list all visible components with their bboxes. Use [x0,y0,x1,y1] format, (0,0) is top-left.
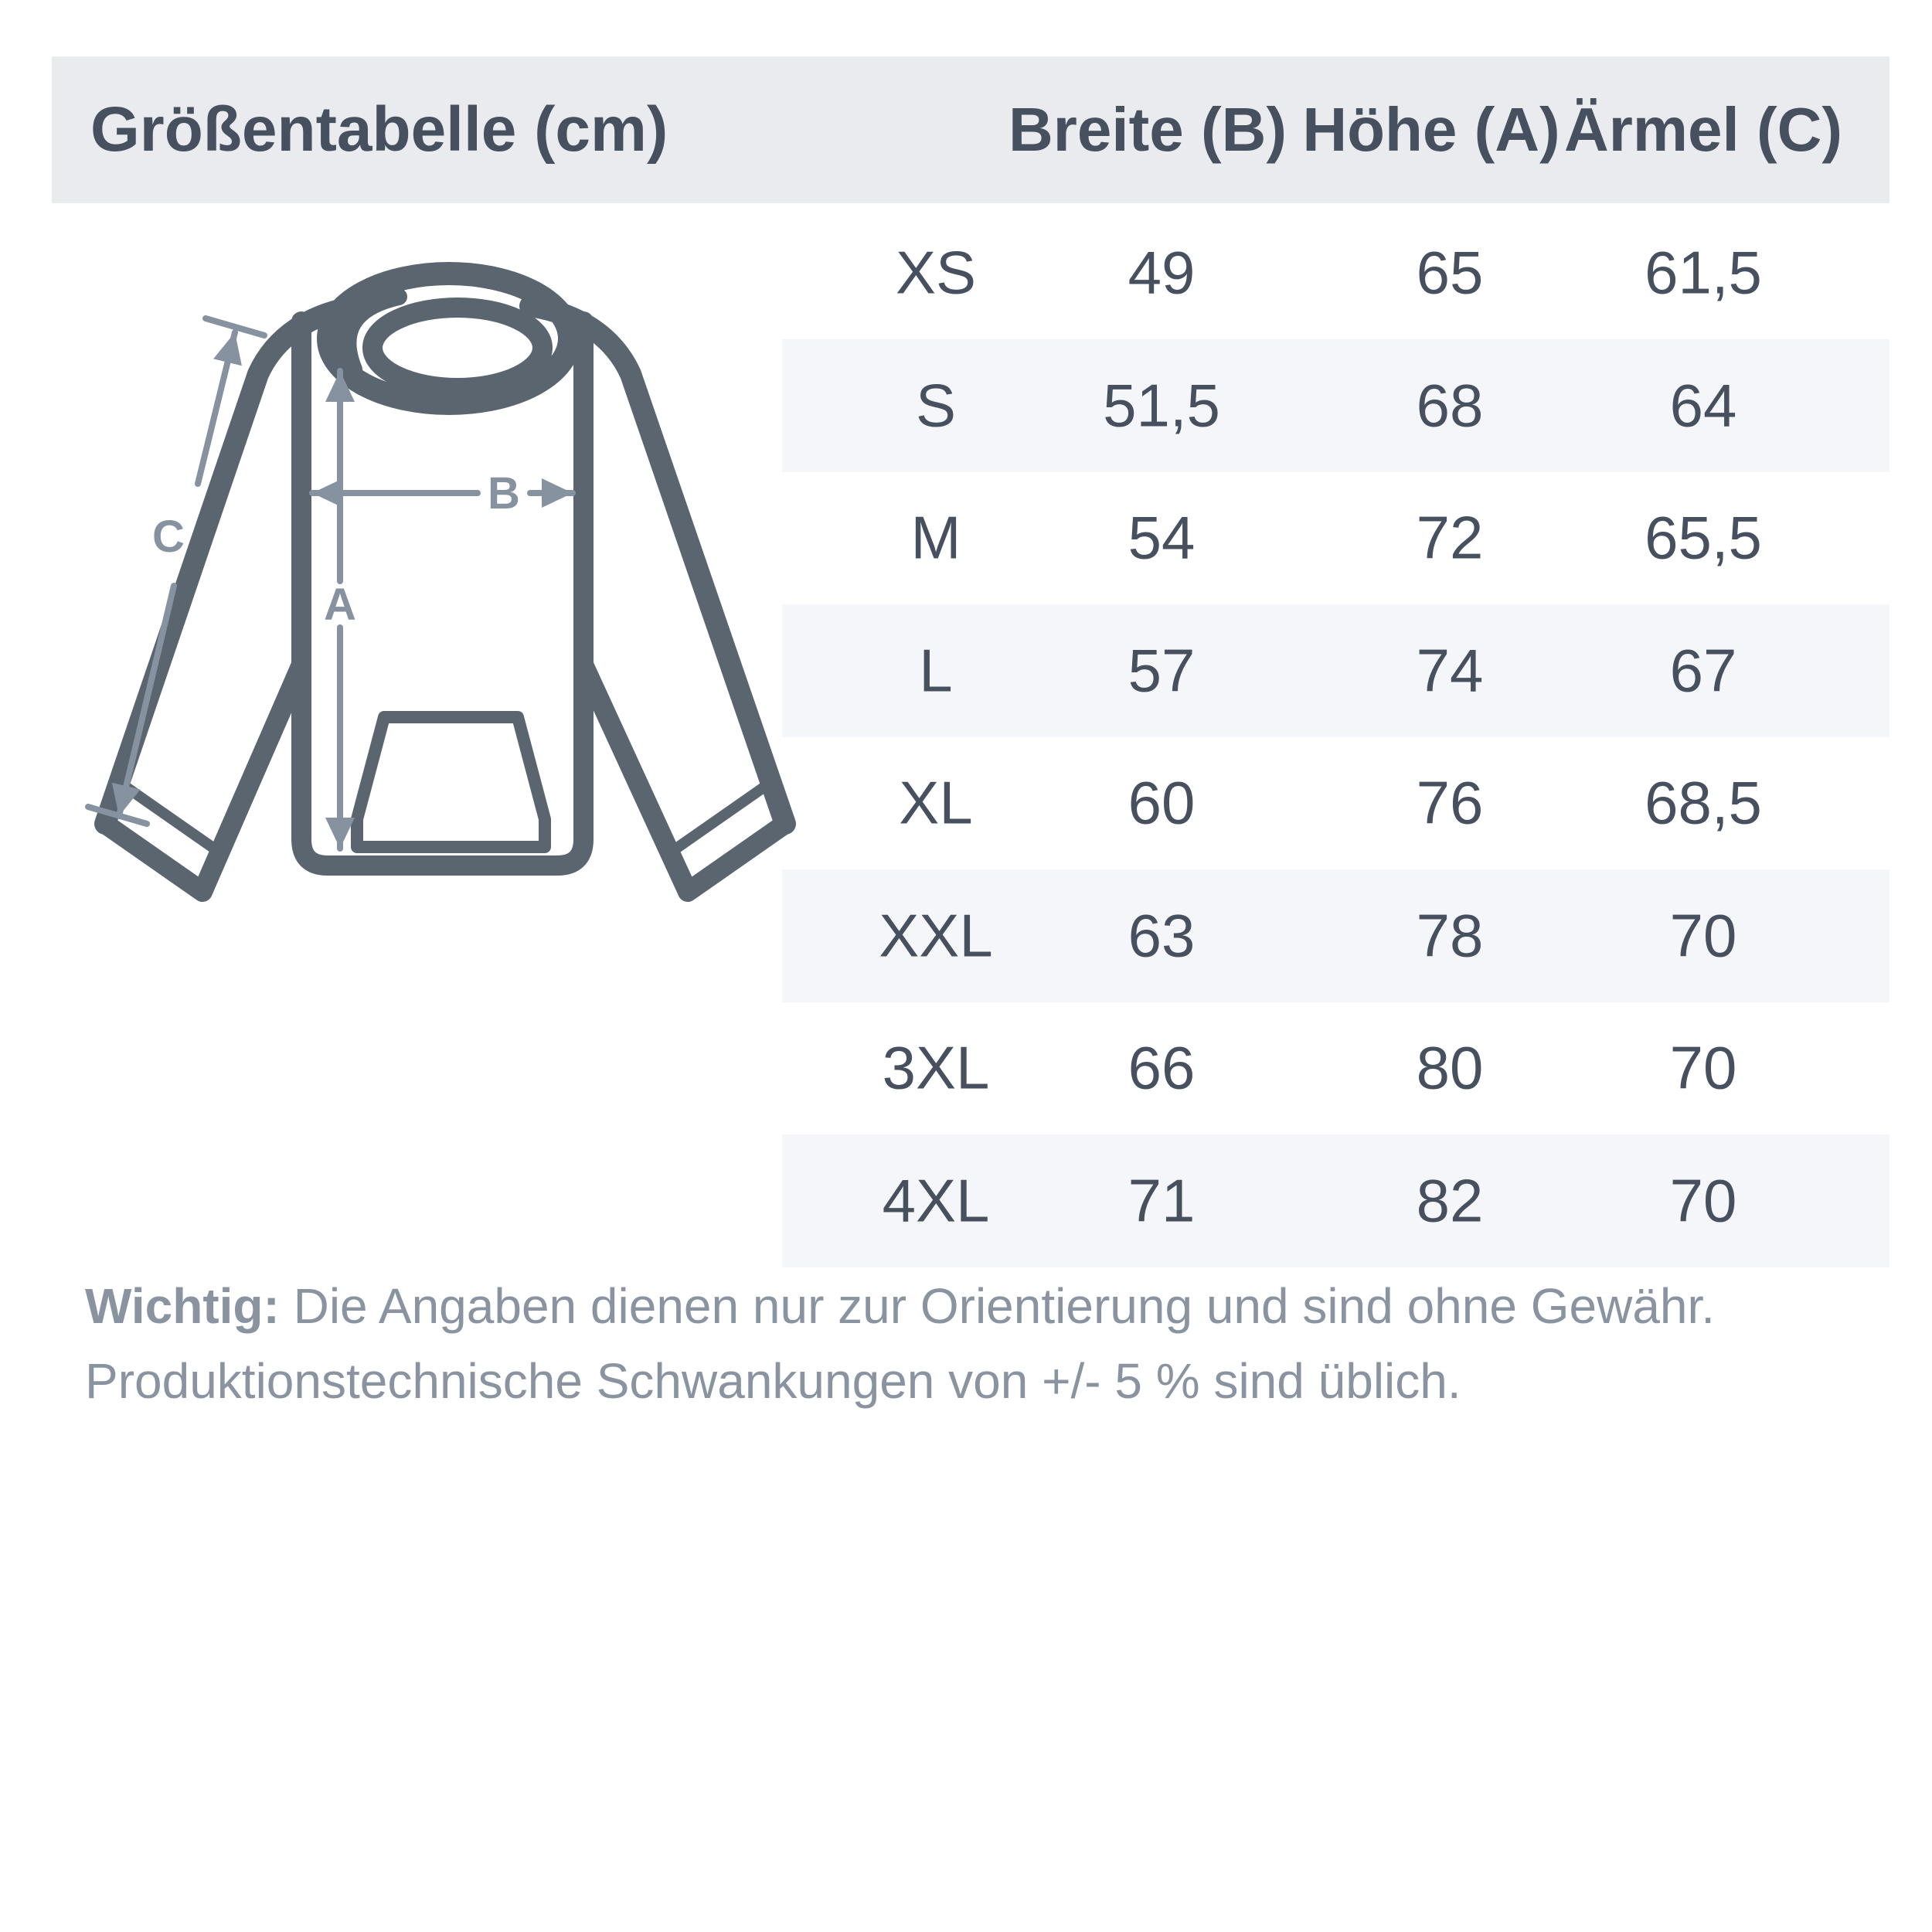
hoehe-cell: 68 [1416,371,1484,439]
table-row [782,604,1889,737]
table-row [782,1134,1889,1267]
disclaimer [85,1269,1886,1419]
hoehe-cell: 65 [1416,238,1484,307]
label-c: C [152,512,185,562]
breite-cell: 51,5 [1103,371,1220,439]
size-cell: 3XL [882,1033,990,1102]
aermel-cell: 70 [1669,901,1737,969]
breite-cell: 71 [1128,1166,1196,1234]
table-row [782,1002,1889,1134]
cuff-right [583,665,785,892]
hoehe-cell: 80 [1416,1033,1484,1102]
aermel-cell: 70 [1669,1033,1737,1102]
aermel-cell: 65,5 [1645,503,1762,572]
size-cell: XXL [879,901,993,969]
table-row [782,206,1889,339]
label-a: A [324,580,356,630]
hoehe-cell: 74 [1416,636,1484,704]
aermel-cell: 70 [1669,1166,1737,1234]
kangaroo-pocket [357,717,545,847]
size-cell: XS [895,238,977,307]
disclaimer-line-1 [85,1269,1886,1344]
disclaimer-important-label: Wichtig: [85,1278,280,1334]
hoehe-cell: 72 [1416,503,1484,572]
table-row [782,339,1889,472]
breite-cell: 63 [1128,901,1196,969]
table-row [782,869,1889,1002]
hoehe-cell: 76 [1416,768,1484,837]
breite-cell: 66 [1128,1033,1196,1102]
breite-cell: 49 [1128,238,1196,307]
hoehe-cell: 78 [1416,901,1484,969]
column-header-aermel: Ärmel (C) [1563,95,1843,164]
size-cell: L [919,636,953,704]
cuff-left [105,665,301,892]
disclaimer-line-1-text: Die Angaben dienen nur zur Orientierung und sind ohne Gewähr. [279,1278,1716,1334]
table-row [782,736,1889,869]
disclaimer-line-2: Produktionstechnische Schwankungen von +/- 5 % sind üblich. [85,1353,1461,1409]
breite-cell: 57 [1128,636,1196,704]
size-cell: XL [899,768,973,837]
aermel-cell: 67 [1669,636,1737,704]
hood-opening [372,308,543,388]
page-title: Größentabelle (cm) [90,94,668,165]
breite-cell: 60 [1128,768,1196,837]
breite-cell: 54 [1128,503,1196,572]
hoehe-cell: 82 [1416,1166,1484,1234]
aermel-cell: 64 [1669,371,1737,439]
aermel-cell: 68,5 [1645,768,1762,837]
label-b: B [488,468,520,519]
size-chart-header [52,56,1889,203]
measure-arrow-c-down [119,586,174,816]
hoodie-measurement-diagram [46,232,819,912]
hoodie-outline-icon [105,274,785,892]
size-cell: M [910,503,961,572]
size-cell: S [915,371,957,439]
column-header-hoehe: Höhe (A) [1302,95,1560,164]
table-row [782,471,1889,604]
aermel-cell: 61,5 [1645,238,1762,307]
sleeve-left [105,306,359,824]
sleeve-right [530,306,785,824]
size-cell: 4XL [882,1166,990,1234]
column-header-breite: Breite (B) [1008,95,1287,164]
